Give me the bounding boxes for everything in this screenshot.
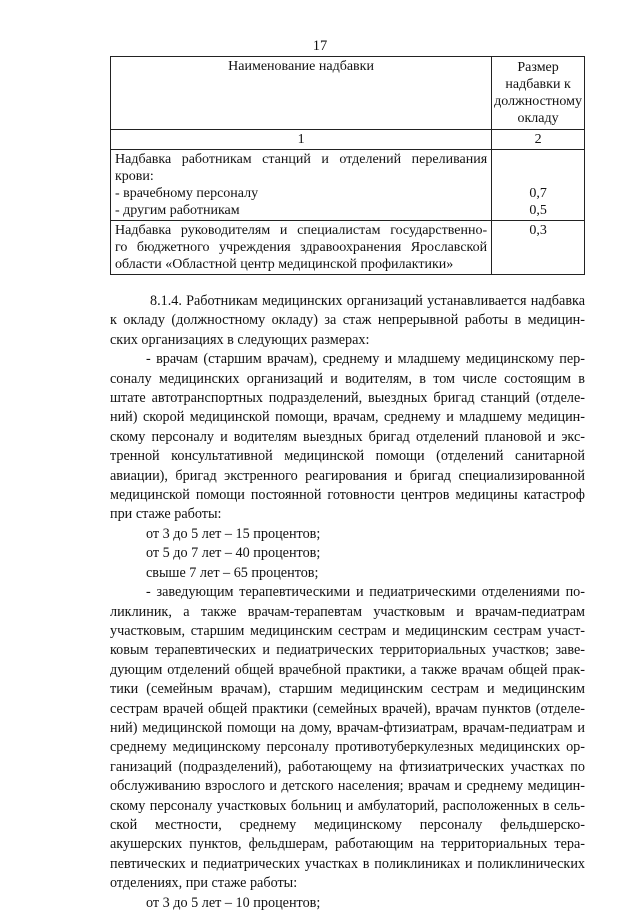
text-line: при стаже работы: — [110, 506, 222, 523]
row-item-label: - врачебному персоналу — [115, 186, 259, 201]
row-title-line: области «Областной центр медицинской профилактики» — [115, 257, 454, 272]
paragraph — [110, 292, 585, 350]
row-title-line: крови: — [115, 169, 154, 184]
header-allowance-size — [492, 57, 585, 130]
list-item: от 3 до 5 лет – 10 процентов; — [146, 894, 321, 911]
text-line: отделениях, при стаже работы: — [110, 875, 298, 892]
row-item-label: - другим работникам — [115, 203, 240, 218]
text-line: ликлиник, а также врачам-терапевтам участковым и врачам-педиатрам — [110, 603, 585, 620]
text-line: тики (семейным врачам), старшим медицинским сестрам и медицинским — [110, 681, 585, 698]
text-line: ской местности, среднему медицинскому персоналу фельдшерско- — [110, 816, 585, 833]
list — [110, 525, 585, 583]
document-body — [110, 292, 585, 913]
row-item-value: 0,7 — [529, 186, 547, 201]
row-item-value: 0,5 — [529, 203, 547, 218]
text-line: соналу медицинских организаций и водителям, в том числе состоящим в — [110, 370, 585, 387]
table-header-row — [111, 57, 585, 130]
allowance-table — [110, 56, 585, 275]
table-row — [111, 221, 585, 275]
header-size-line: надбавки к — [505, 77, 571, 92]
text-line: ских организациях в следующих размерах: — [110, 331, 370, 348]
text-line: - врачам (старшим врачам), среднему и младшему медицинскому пер- — [146, 351, 585, 368]
row-description — [111, 221, 492, 275]
index-cell: 1 — [111, 130, 492, 150]
paragraph — [110, 583, 585, 894]
text-line: среднему медицинскому персоналу противотуберкулезных медицинских ор- — [110, 739, 585, 756]
text-line: обслуживанию взрослого и детского населения; врачам и среднему медицин- — [110, 778, 585, 795]
text-line: скому персоналу и водителям выездных бригад отделений плановой и экс- — [110, 428, 585, 445]
list-item: от 5 до 7 лет – 40 процентов; — [146, 545, 321, 562]
list — [110, 894, 585, 913]
text-line: акушерских пунктов, фельдшерам, работающим на территориальных тера- — [110, 836, 585, 853]
index-cell: 2 — [492, 130, 585, 150]
header-size-line: должностному — [494, 94, 582, 109]
list-item: от 3 до 5 лет – 15 процентов; — [146, 525, 321, 542]
text-line: - заведующим терапевтическими и педиатрическими отделениями по- — [146, 584, 585, 601]
header-size-line: окладу — [517, 111, 559, 126]
text-line: ганизаций (подразделений), работающему на фтизиатрических участках по — [110, 758, 585, 775]
text-line: сестрам врачей общей практики (семейных врачей), врачам пунктов (отделе- — [110, 700, 585, 717]
text-line: ний) скорой медицинской помощи, врачам, среднему и младшему медицин- — [110, 409, 585, 426]
text-line: штате автотранспортных подразделений, выездных бригад станций (отделе- — [110, 390, 585, 407]
text-line: ний) медицинской помощи на дому, врачам-фтизиатрам, врачам-педиатрам и — [110, 719, 585, 736]
row-values — [492, 150, 585, 221]
table-index-row — [111, 130, 585, 150]
text-line: певтических и педиатрических участках в поликлиниках и поликлинических — [110, 855, 585, 872]
row-title-line: Надбавка работникам станций и отделений переливания — [115, 152, 488, 167]
row-title-line: Надбавка руководителям и специалистам государственно- — [115, 223, 488, 238]
header-size-line: Размер — [517, 60, 559, 75]
text-line: тренной консультативной медицинской помощи (отделений санитарной — [110, 448, 585, 465]
table-row — [111, 150, 585, 221]
page-number: 17 — [312, 38, 328, 54]
text-line: участковым, старшим медицинским сестрам и медицинским сестрам участ- — [110, 622, 585, 639]
text-line: авиации), бригад экстренного реагирования и бригад специализированной — [110, 467, 585, 484]
row-title-line: го бюджетного учреждения здравоохранения Ярославской — [115, 240, 488, 255]
text-line: скому персоналу участковых больниц и амбулаторий, расположенных в сель- — [110, 797, 585, 814]
row-value: 0,3 — [492, 221, 585, 275]
text-line: 8.1.4. Работникам медицинских организаций устанавливается надбавка — [150, 293, 585, 309]
text-line: ковым терапевтических и педиатрических территориальных участков; заве- — [110, 642, 585, 659]
paragraph — [110, 350, 585, 525]
list-item: свыше 7 лет – 65 процентов; — [146, 564, 319, 581]
row-description — [111, 150, 492, 221]
header-allowance-name: Наименование надбавки — [111, 57, 492, 130]
text-line: дующим отделений общей врачебной практики, а также врачам общей прак- — [110, 661, 585, 678]
text-line: медицинской помощи постоянной готовности центров медицины катастроф — [110, 487, 585, 504]
text-line: к окладу (должностному окладу) за стаж непрерывной работы в медицин- — [110, 312, 585, 329]
